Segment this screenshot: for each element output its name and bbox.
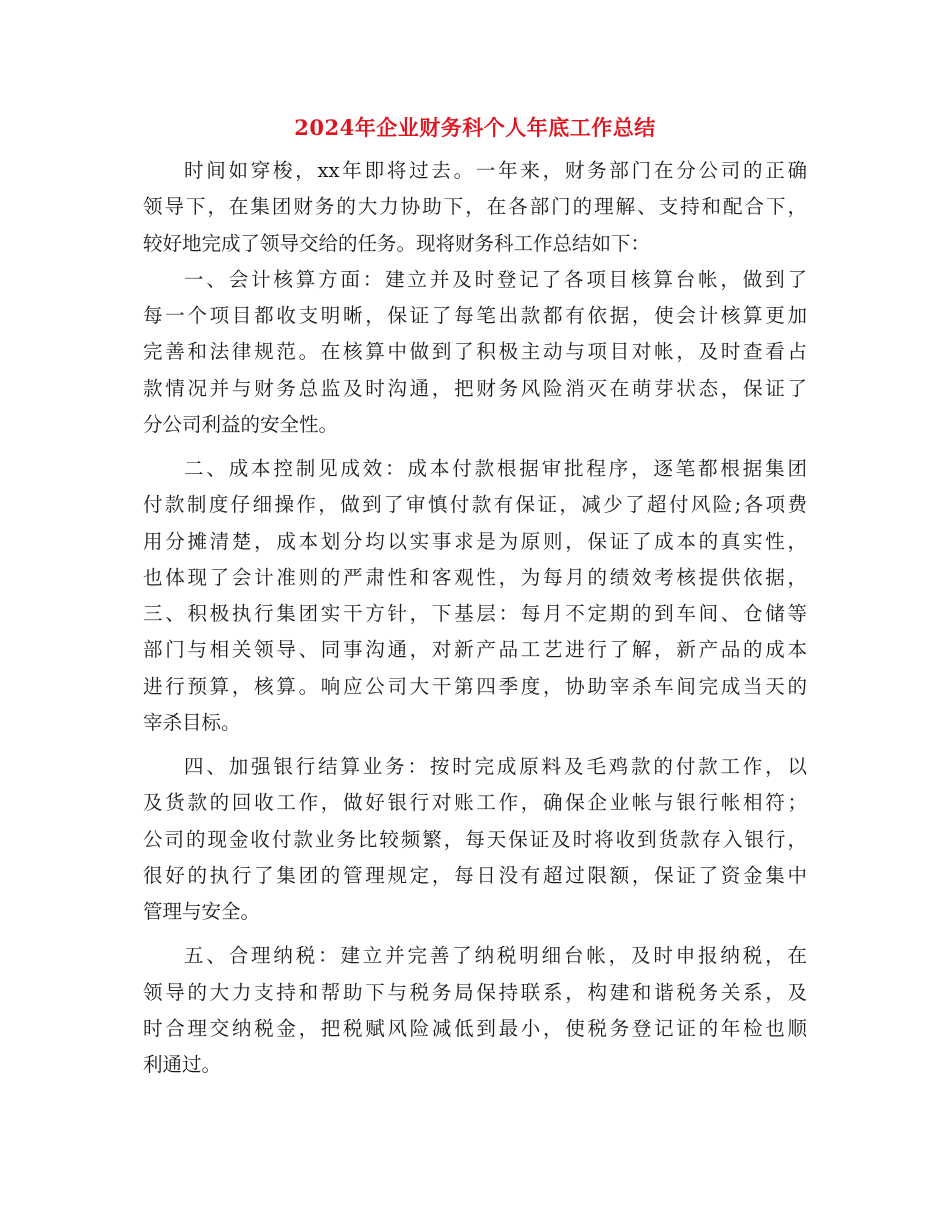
text-line: 公司的现金收付款业务比较频繁，每天保证及时将收到货款存入银行， <box>143 827 807 851</box>
text-line: 管理与安全。 <box>143 900 261 923</box>
text-line: 宰杀目标。 <box>143 710 241 734</box>
paragraph-gap <box>143 443 807 451</box>
text-line: 时间如穿梭，xx年即将过去。一年来，财务部门在分公司的正确 <box>184 159 807 182</box>
paragraph-gap <box>143 930 807 938</box>
paragraph-tax <box>143 938 807 1083</box>
document-title: 2024年企业财务科个人年底工作总结 <box>294 115 656 140</box>
text-line: 款情况并与财务总监及时沟通，把财务风险消灭在萌芽状态，保证了 <box>143 376 807 400</box>
text-line: 付款制度仔细操作，做到了审慎付款有保证，减少了超付风险;各项费 <box>143 493 807 517</box>
text-line: 用分摊清楚，成本划分均以实事求是为原则，保证了成本的真实性， <box>143 529 807 553</box>
paragraph-cost-control <box>143 451 807 741</box>
text-line: 及货款的回收工作，做好银行对账工作，确保企业帐与银行帐相符； <box>143 791 807 815</box>
paragraph-gap <box>143 741 807 749</box>
text-line: 每一个项目都收支明晰，保证了每笔出款都有依据，使会计核算更加 <box>143 304 807 327</box>
text-line: 分公司利益的安全性。 <box>143 412 339 436</box>
text-line: 四、加强银行结算业务：按时完成原料及毛鸡款的付款工作，以 <box>184 755 807 778</box>
text-line: 时合理交纳税金，把税赋风险减低到最小，使税务登记证的年检也顺 <box>143 1016 807 1040</box>
text-line: 部门与相关领导、同事沟通，对新产品工艺进行了解，新产品的成本 <box>143 638 807 662</box>
text-line: 三、积极执行集团实干方针，下基层：每月不定期的到车间、仓储等 <box>143 602 807 625</box>
document-body <box>143 153 807 1083</box>
text-line: 很好的执行了集团的管理规定，每日没有超过限额，保证了资金集中 <box>143 863 807 887</box>
text-line: 领导下，在集团财务的大力协助下，在各部门的理解、支持和配合下， <box>143 195 807 219</box>
text-line: 也体现了会计准则的严肃性和客观性，为每月的绩效考核提供依据， <box>143 565 807 589</box>
text-line: 利通过。 <box>143 1053 222 1076</box>
paragraph-accounting <box>143 262 807 443</box>
text-line: 完善和法律规范。在核算中做到了积极主动与项目对帐，及时查看占 <box>143 340 807 364</box>
text-line: 二、成本控制见成效：成本付款根据审批程序，逐笔都根据集团 <box>184 457 807 480</box>
text-line: 领导的大力支持和帮助下与税务局保持联系，构建和谐税务关系，及 <box>143 980 807 1004</box>
text-line: 五、合理纳税：建立并完善了纳税明细台帐，及时申报纳税，在 <box>184 944 807 968</box>
text-line: 一、会计核算方面：建立并及时登记了各项目核算台帐，做到了 <box>184 267 807 291</box>
paragraph-bank-settlement <box>143 749 807 930</box>
text-line: 进行预算，核算。响应公司大干第四季度，协助宰杀车间完成当天的 <box>143 674 807 698</box>
text-line: 较好地完成了领导交给的任务。现将财务科工作总结如下： <box>143 231 651 255</box>
paragraph-intro <box>143 153 807 262</box>
